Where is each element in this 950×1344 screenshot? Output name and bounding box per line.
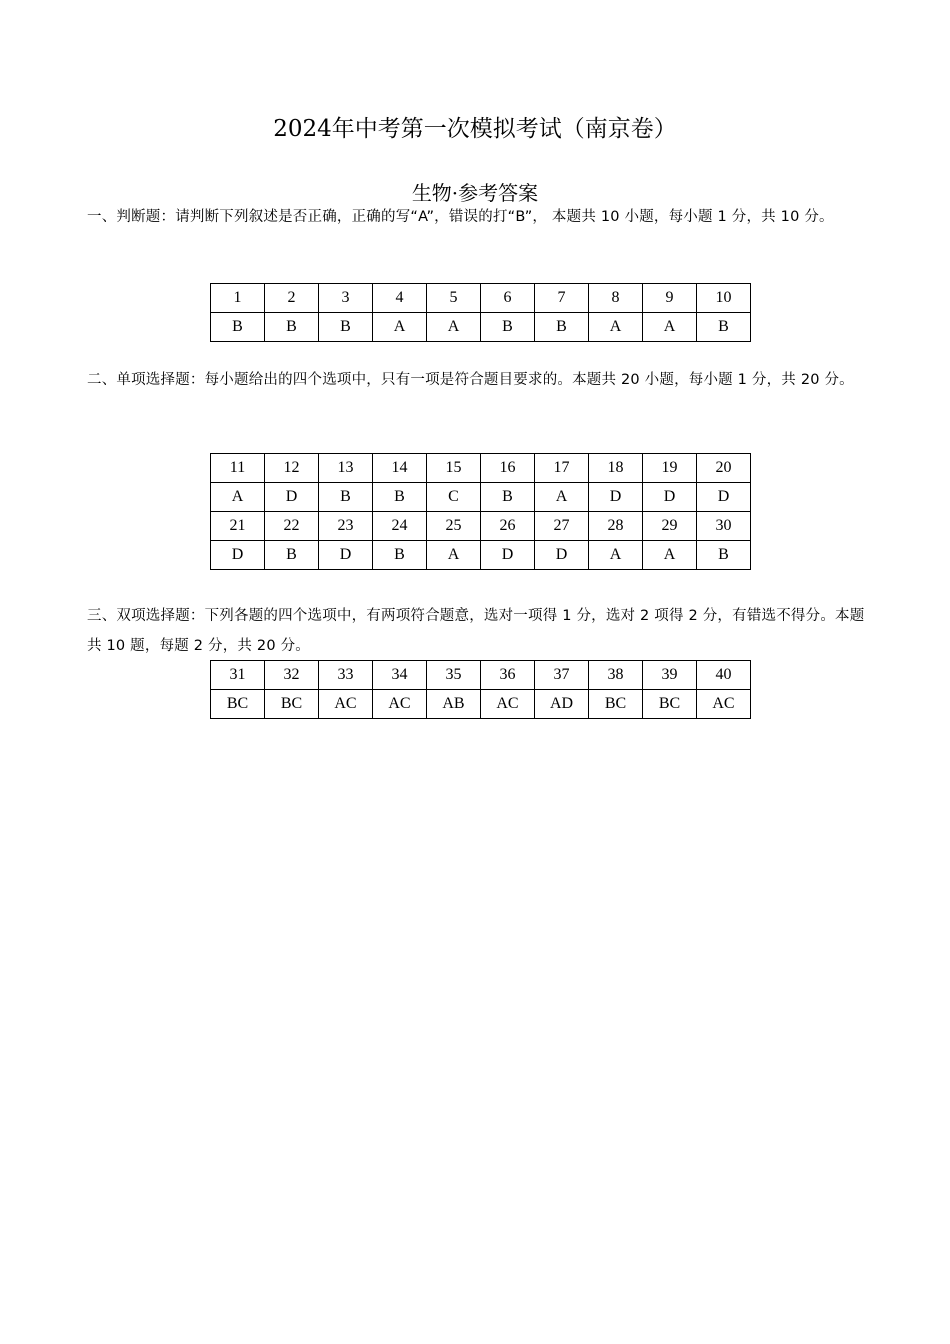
question-number-cell: 28: [589, 512, 643, 541]
answer-cell: C: [427, 483, 481, 512]
question-number-cell: 12: [265, 454, 319, 483]
question-number-cell: 22: [265, 512, 319, 541]
question-number-cell: 36: [481, 661, 535, 690]
question-number-cell: 39: [643, 661, 697, 690]
question-number-cell: 11: [211, 454, 265, 483]
answer-row: [211, 541, 751, 570]
question-number-row: [211, 512, 751, 541]
section-1-instruction: 一、判断题：请判断下列叙述是否正确，正确的写“A”，错误的打“B”， 本题共 10 小题，每小题 1 分，共 10 分。: [87, 209, 834, 225]
answer-cell: B: [211, 313, 265, 342]
answer-cell: BC: [265, 690, 319, 719]
answer-cell: A: [373, 313, 427, 342]
question-number-cell: 9: [643, 284, 697, 313]
question-number-cell: 7: [535, 284, 589, 313]
answer-cell: D: [211, 541, 265, 570]
question-number-cell: 29: [643, 512, 697, 541]
question-number-cell: 10: [697, 284, 751, 313]
answer-cell: D: [265, 483, 319, 512]
question-number-cell: 23: [319, 512, 373, 541]
answer-cell: A: [589, 541, 643, 570]
answer-cell: B: [373, 541, 427, 570]
question-number-cell: 20: [697, 454, 751, 483]
question-number-cell: 27: [535, 512, 589, 541]
answer-cell: BC: [589, 690, 643, 719]
question-number-cell: 18: [589, 454, 643, 483]
question-number-cell: 6: [481, 284, 535, 313]
page-title: 2024年中考第一次模拟考试（南京卷）: [273, 116, 677, 142]
answer-cell: B: [481, 313, 535, 342]
question-number-cell: 35: [427, 661, 481, 690]
question-number-cell: 15: [427, 454, 481, 483]
question-number-row: [211, 284, 751, 313]
answer-cell: B: [481, 483, 535, 512]
question-number-cell: 34: [373, 661, 427, 690]
question-number-row: [211, 661, 751, 690]
question-number-cell: 3: [319, 284, 373, 313]
answer-cell: D: [481, 541, 535, 570]
answer-cell: B: [265, 541, 319, 570]
answer-cell: D: [535, 541, 589, 570]
question-number-row: [211, 454, 751, 483]
answer-table-single-choice: [210, 453, 751, 570]
answer-cell: D: [589, 483, 643, 512]
answer-cell: AC: [481, 690, 535, 719]
page-subtitle: 生物·参考答案: [411, 181, 539, 205]
answer-row: [211, 483, 751, 512]
question-number-cell: 32: [265, 661, 319, 690]
question-number-cell: 1: [211, 284, 265, 313]
question-number-cell: 24: [373, 512, 427, 541]
question-number-cell: 17: [535, 454, 589, 483]
answer-cell: B: [373, 483, 427, 512]
question-number-cell: 30: [697, 512, 751, 541]
question-number-cell: 33: [319, 661, 373, 690]
answer-row: [211, 690, 751, 719]
question-number-cell: 16: [481, 454, 535, 483]
answer-cell: D: [319, 541, 373, 570]
question-number-cell: 26: [481, 512, 535, 541]
question-number-cell: 38: [589, 661, 643, 690]
question-number-cell: 2: [265, 284, 319, 313]
answer-cell: BC: [211, 690, 265, 719]
question-number-cell: 8: [589, 284, 643, 313]
answer-cell: B: [319, 483, 373, 512]
question-number-cell: 40: [697, 661, 751, 690]
answer-cell: AC: [373, 690, 427, 719]
answer-cell: AD: [535, 690, 589, 719]
answer-cell: A: [427, 541, 481, 570]
answer-cell: A: [643, 541, 697, 570]
answer-table-judgment: [210, 283, 751, 342]
answer-cell: AC: [319, 690, 373, 719]
answer-cell: D: [643, 483, 697, 512]
answer-cell: A: [643, 313, 697, 342]
section-3-instruction: 三、双项选择题：下列各题的四个选项中，有两项符合题意，选对一项得 1 分，选对 2 项得 2 分，有错选不得分。本题共 10 题，每题 2 分，共 20 分。: [87, 608, 865, 654]
question-number-cell: 5: [427, 284, 481, 313]
answer-cell: BC: [643, 690, 697, 719]
question-number-cell: 25: [427, 512, 481, 541]
answer-cell: AC: [697, 690, 751, 719]
answer-cell: B: [697, 541, 751, 570]
answer-cell: B: [265, 313, 319, 342]
question-number-cell: 31: [211, 661, 265, 690]
answer-cell: B: [319, 313, 373, 342]
answer-table-double-choice: [210, 660, 751, 719]
answer-cell: A: [427, 313, 481, 342]
question-number-cell: 13: [319, 454, 373, 483]
answer-cell: A: [211, 483, 265, 512]
answer-cell: AB: [427, 690, 481, 719]
question-number-cell: 19: [643, 454, 697, 483]
answer-cell: B: [535, 313, 589, 342]
question-number-cell: 14: [373, 454, 427, 483]
question-number-cell: 4: [373, 284, 427, 313]
section-2-instruction: 二、单项选择题：每小题给出的四个选项中，只有一项是符合题目要求的。本题共 20 小题，每小题 1 分，共 20 分。: [87, 372, 854, 388]
answer-cell: A: [535, 483, 589, 512]
answer-row: [211, 313, 751, 342]
question-number-cell: 37: [535, 661, 589, 690]
answer-cell: B: [697, 313, 751, 342]
question-number-cell: 21: [211, 512, 265, 541]
answer-cell: D: [697, 483, 751, 512]
answer-cell: A: [589, 313, 643, 342]
